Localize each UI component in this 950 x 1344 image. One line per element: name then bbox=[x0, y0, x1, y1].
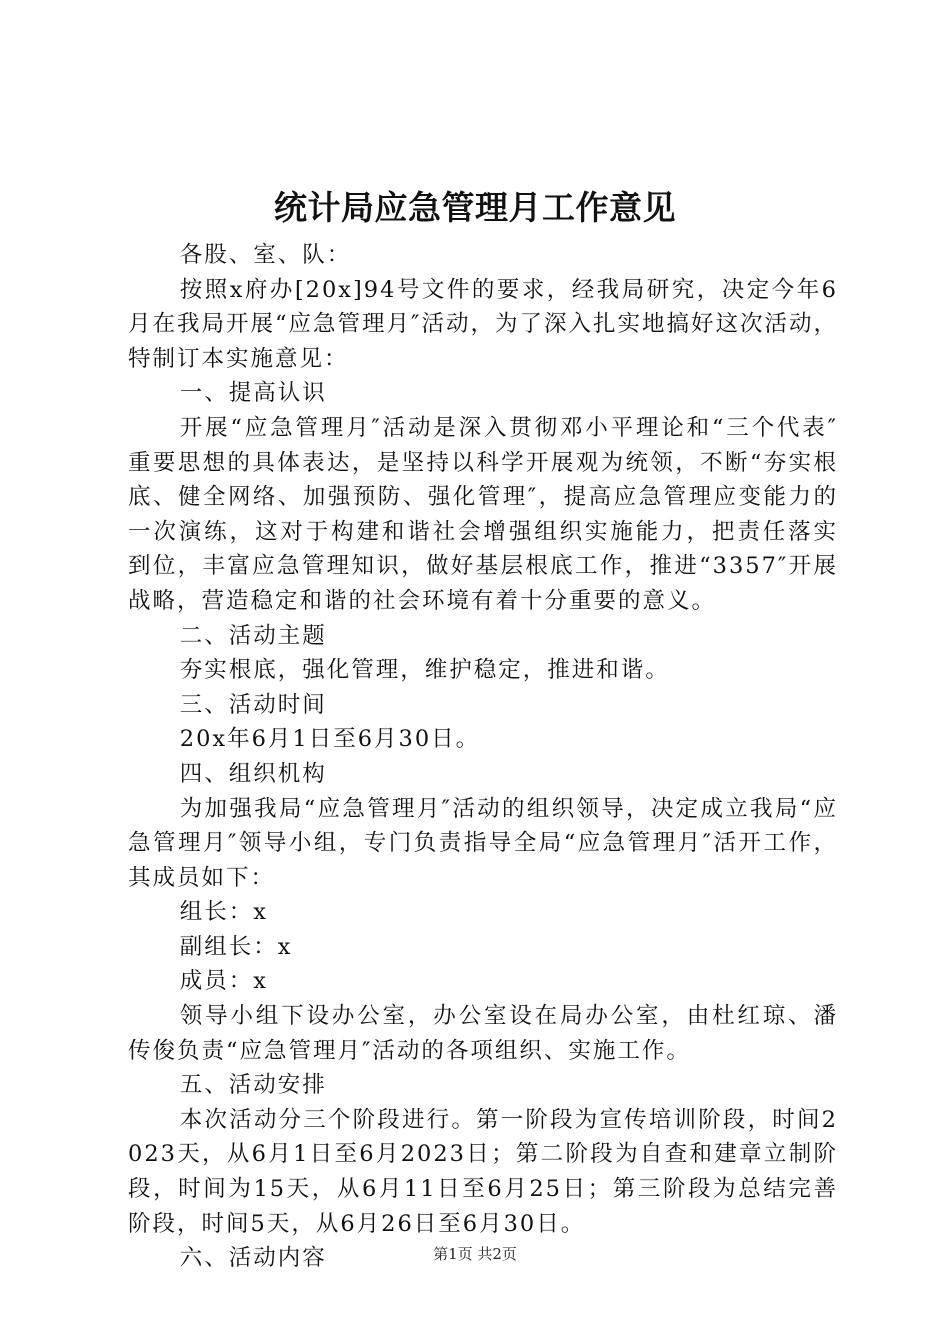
body-paragraph: 夯实根底，强化管理，维护稳定，推进和谐。 bbox=[179, 657, 670, 684]
body-paragraph: 开展“应急管理月″活动是深入贯彻邓小平理论和“三个代表″重要思想的具体表达，是坚持以科学开展观为统领，不断“夯实根底、健全网络、加强预防、强化管理″，提高应急管理应变能力的一次演练，这对于构建和谐社会增强组织实施能力，把责任落实到位，丰富应急管理知识，做好基层根底工作，推进“3357″开展战略，营造稳定和谐的社会环境有着十分重要的意义。 bbox=[128, 414, 838, 614]
body-paragraph: 本次活动分三个阶段进行。第一阶段为宣传培训阶段，时间2023天，从6月1日至6月2023日；第二阶段为自查和建章立制阶段，时间为15天，从6月11日至6月25日；第三阶段为总结完善阶段，时间5天，从6月26日至6月30日。 bbox=[128, 1106, 838, 1237]
body-paragraph: 领导小组下设办公室，办公室设在局办公室，由杜红琼、潘传俊负责“应急管理月″活动的各项组织、实施工作。 bbox=[128, 1003, 838, 1064]
section-heading: 六、活动内容 bbox=[179, 1245, 327, 1272]
member-line: 副组长：x bbox=[179, 933, 293, 960]
document-title: 统计局应急管理月工作意见 bbox=[274, 188, 676, 227]
intro-paragraph: 按照x府办[20x]94号文件的要求，经我局研究，决定今年6月在我局开展“应急管理月″活动，为了深入扎实地搞好这次活动，特制订本实施意见： bbox=[128, 276, 838, 372]
member-line: 成员：x bbox=[179, 968, 268, 995]
section-heading: 二、活动主题 bbox=[179, 622, 327, 649]
body-paragraph: 为加强我局“应急管理月″活动的组织领导，决定成立我局“应急管理月″领导小组，专门负责指导全局“应急管理月″活开工作，其成员如下： bbox=[128, 795, 838, 891]
section-heading: 三、活动时间 bbox=[179, 691, 327, 718]
section-heading: 四、组织机构 bbox=[179, 760, 327, 787]
salutation: 各股、室、队： bbox=[179, 242, 352, 268]
page-footer: 第1页 共2页 bbox=[433, 1245, 517, 1263]
member-line: 组长：x bbox=[179, 899, 268, 926]
document-body bbox=[128, 238, 838, 1276]
section-heading: 一、提高认识 bbox=[179, 380, 327, 407]
section-heading: 五、活动安排 bbox=[179, 1072, 327, 1099]
body-paragraph: 20x年6月1日至6月30日。 bbox=[179, 726, 481, 753]
